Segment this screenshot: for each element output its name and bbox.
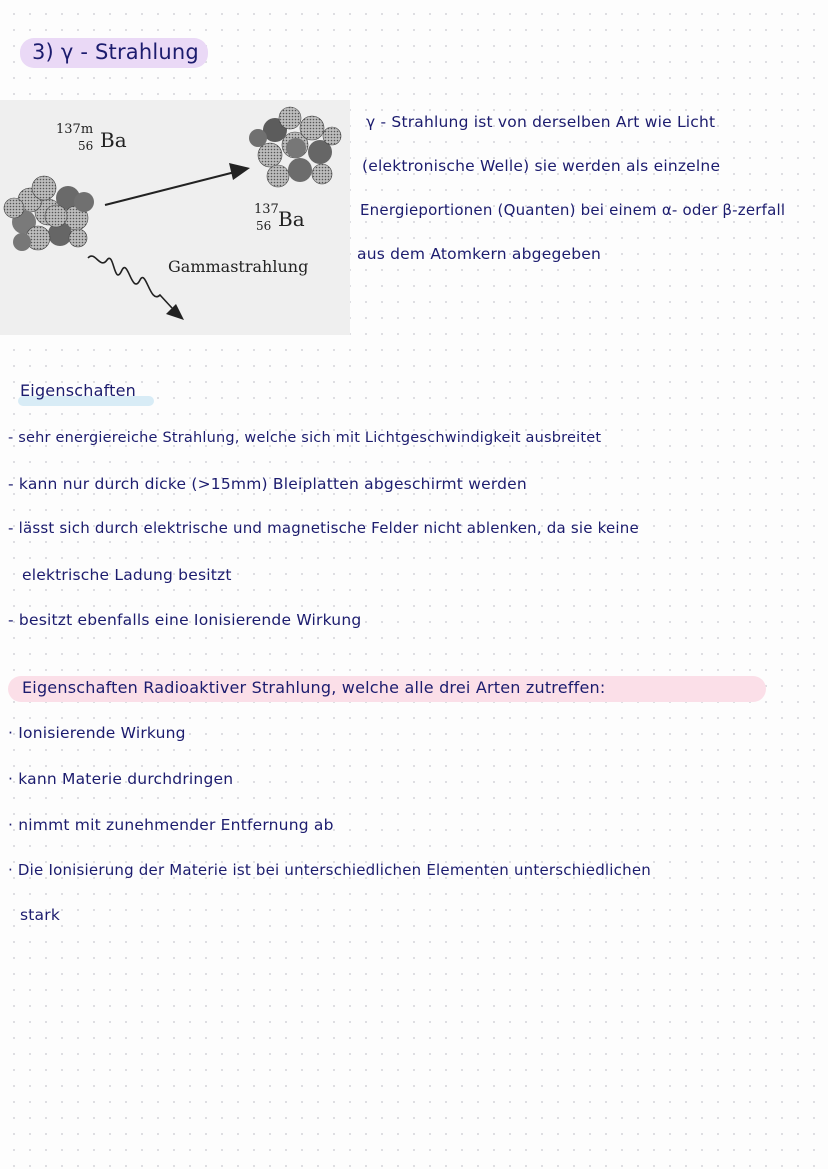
common-item: · Die Ionisierung der Materie ist bei unterschiedlichen Elementen unterschiedlichen xyxy=(8,861,651,879)
isotope-before-atomic: 56 xyxy=(78,139,94,153)
isotope-after-mass: 137 xyxy=(254,202,279,217)
property-item: - lässt sich durch elektrische und magnetische Felder nicht ablenken, da sie keine xyxy=(8,519,639,537)
common-item: · nimmt mit zunehmender Entfernung ab xyxy=(8,816,334,834)
description-line-4: aus dem Atomkern abgegeben xyxy=(357,245,602,263)
gamma-decay-figure xyxy=(0,100,350,335)
nucleus-before-icon xyxy=(4,176,94,251)
description-line-2: (elektronische Welle) sie werden als einzelne xyxy=(362,157,721,175)
common-heading: Eigenschaften Radioaktiver Strahlung, welche alle drei Arten zutreffen: xyxy=(22,678,606,697)
property-item: - kann nur durch dicke (>15mm) Bleiplatten abgeschirmt werden xyxy=(8,475,527,493)
isotope-after-atomic: 56 xyxy=(256,219,272,233)
isotope-after-symbol: Ba xyxy=(278,207,305,231)
property-item: - sehr energiereiche Strahlung, welche sich mit Lichtgeschwindigkeit ausbreitet xyxy=(8,430,602,446)
properties-heading: Eigenschaften xyxy=(20,381,136,400)
description-line-1: γ - Strahlung ist von derselben Art wie Licht xyxy=(366,113,716,131)
section-title: 3) γ - Strahlung xyxy=(32,40,199,64)
common-item: · kann Materie durchdringen xyxy=(8,770,234,788)
common-item: · Ionisierende Wirkung xyxy=(8,724,186,742)
property-item: - besitzt ebenfalls eine Ionisierende Wirkung xyxy=(8,611,362,629)
gammastrahlung-label: Gammastrahlung xyxy=(168,257,309,276)
transition-arrow-icon xyxy=(105,163,250,205)
isotope-before-symbol: Ba xyxy=(100,128,127,152)
nucleus-after-icon xyxy=(249,107,341,187)
isotope-before-mass: 137m xyxy=(56,122,94,137)
common-item: stark xyxy=(20,906,60,924)
property-item: elektrische Ladung besitzt xyxy=(22,566,232,584)
description-line-3: Energieportionen (Quanten) bei einem α- oder β-zerfall xyxy=(360,201,786,219)
